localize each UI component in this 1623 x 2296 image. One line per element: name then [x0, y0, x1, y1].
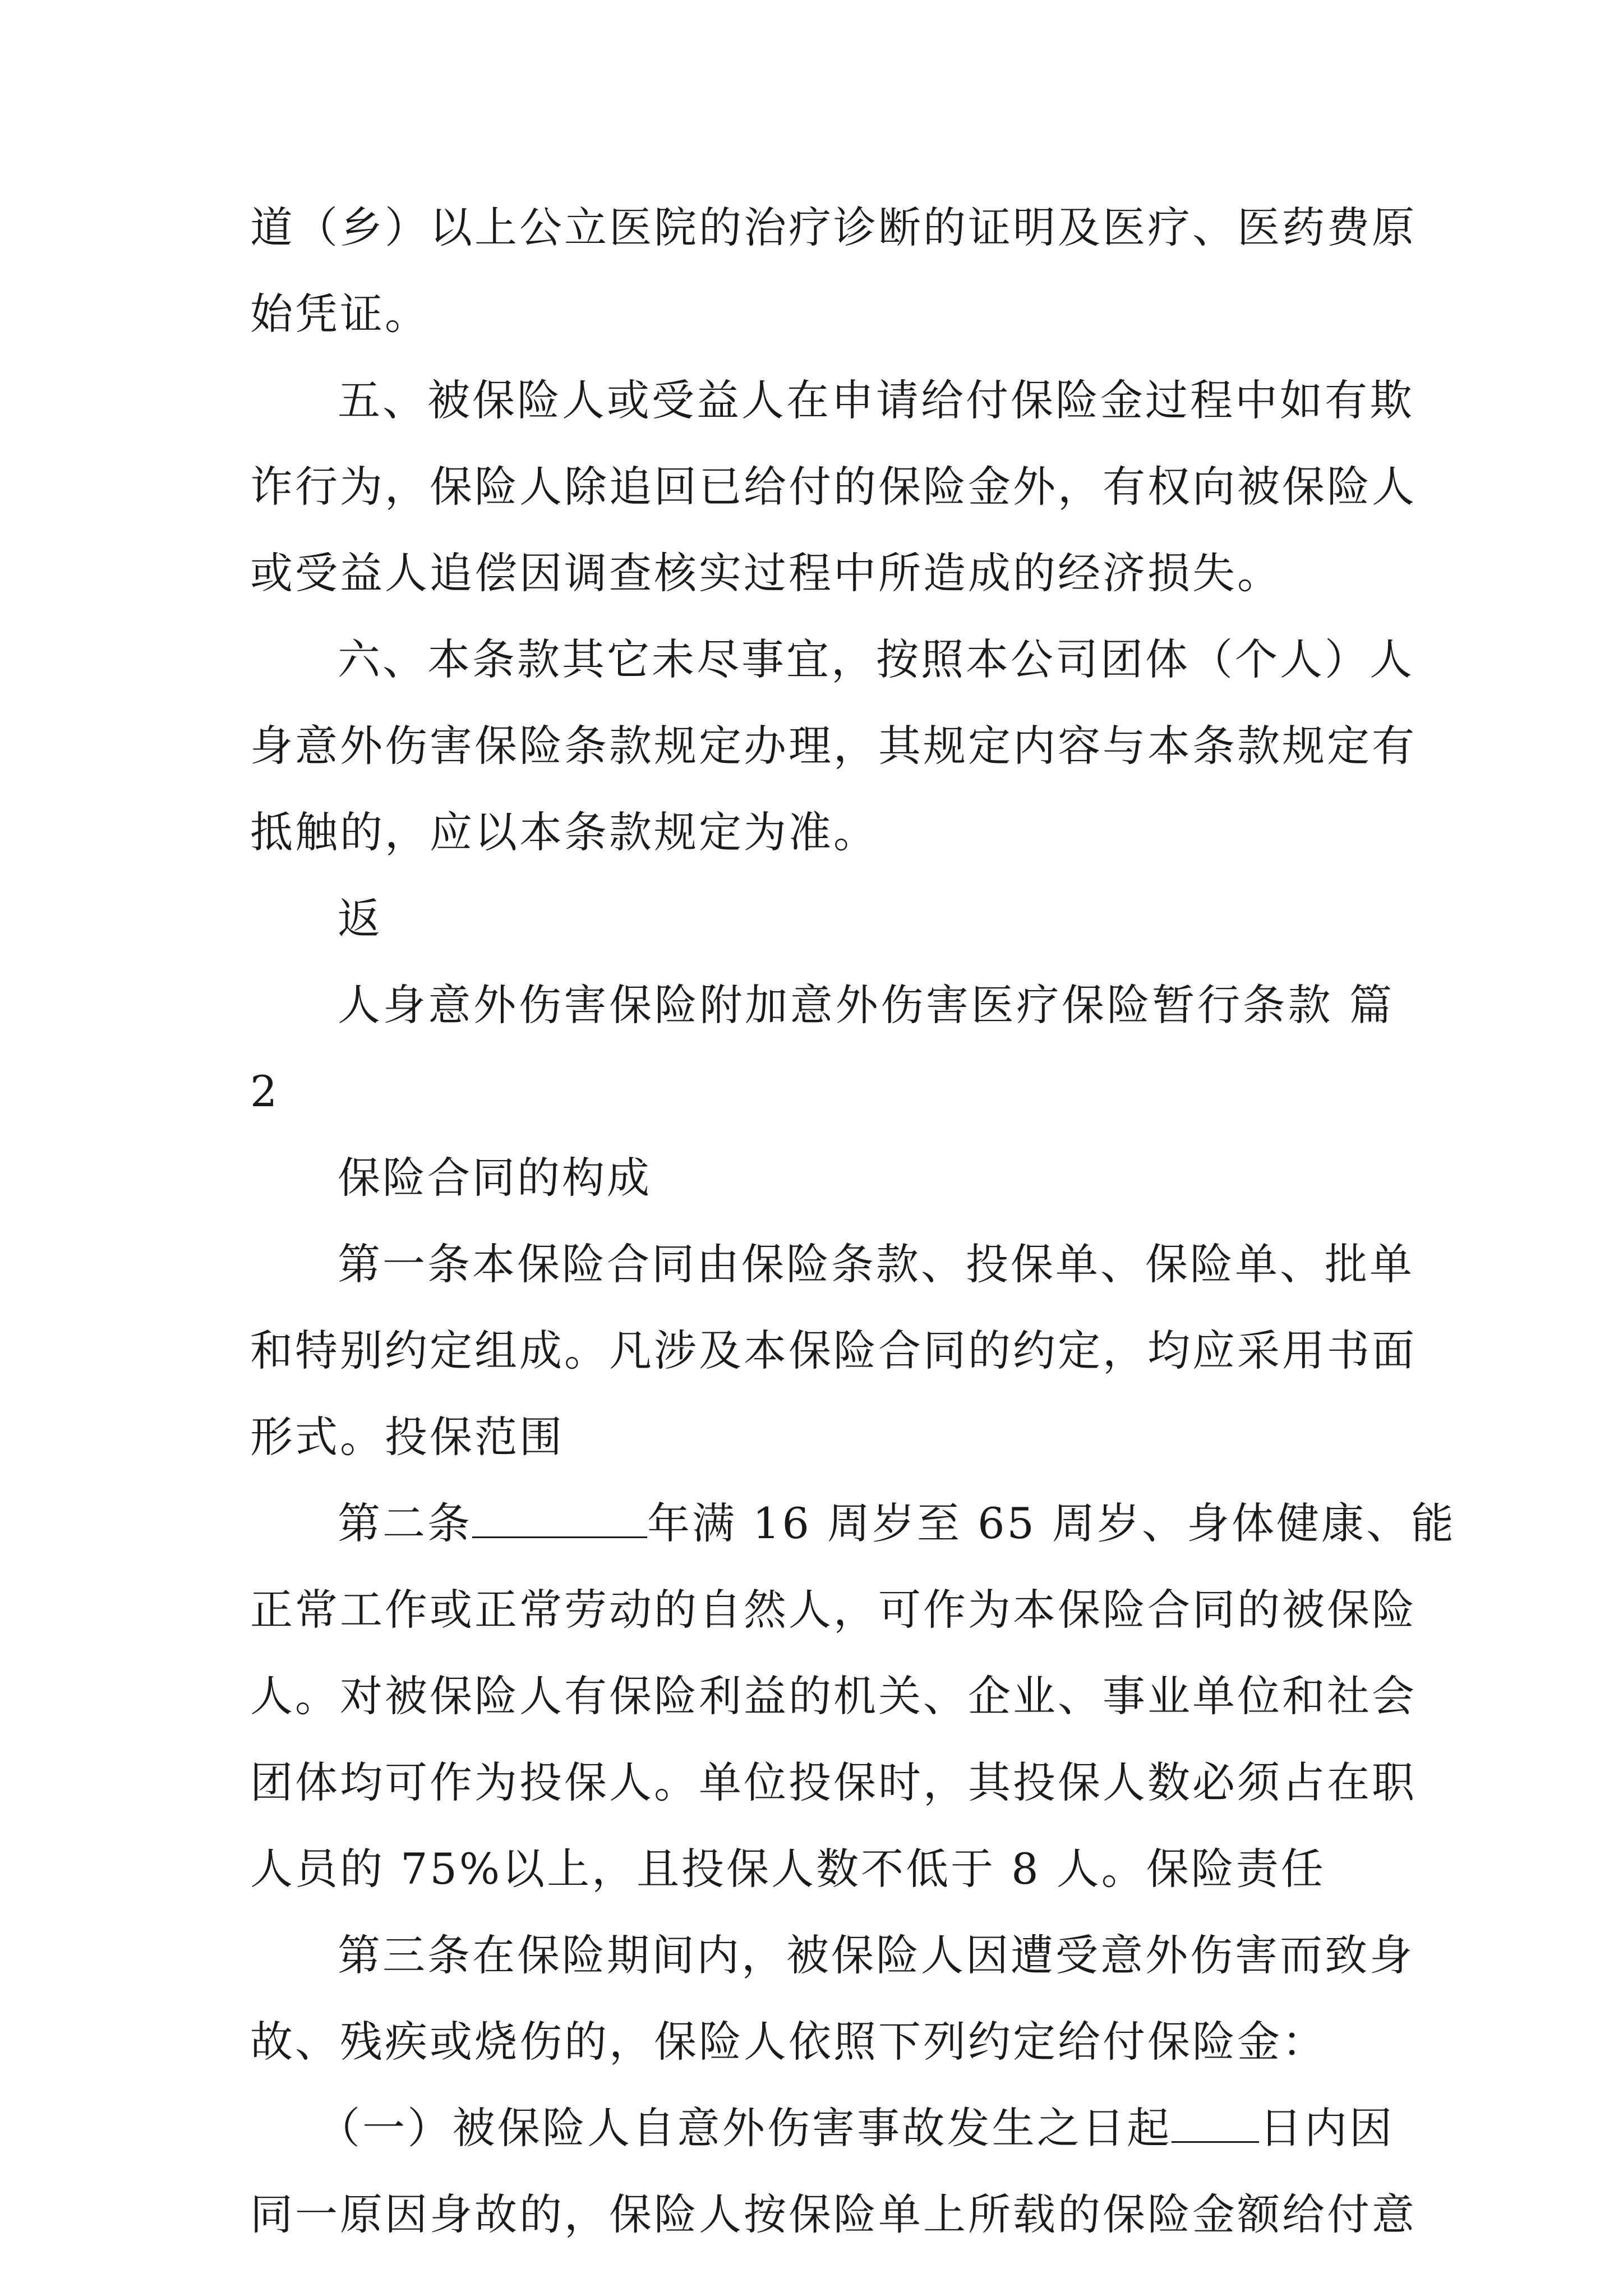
clause-text: 日内因: [1259, 2103, 1395, 2153]
subheading: 保险合同的构成: [338, 1153, 652, 1203]
paragraph-line: 抵触的，应以本条款规定为准。: [250, 807, 878, 857]
clause-text: 年满 16 周岁至 65 周岁、身体健康、能: [647, 1498, 1456, 1548]
paragraph-line: 人。对被保险人有保险利益的机关、企业、事业单位和社会: [250, 1671, 1417, 1721]
paragraph-line: 和特别约定组成。凡涉及本保险合同的约定，均应采用书面: [250, 1326, 1417, 1375]
paragraph-line: 始凭证。: [250, 289, 430, 339]
fill-in-blank: [472, 1497, 647, 1538]
paragraph-line: 诈行为，保险人除追回已给付的保险金外，有权向被保险人: [250, 462, 1417, 512]
paragraph-line: 六、本条款其它未尽事宜，按照本公司团体（个人）人: [338, 634, 1414, 684]
paragraph-line: 人员的 75%以上，且投保人数不低于 8 人。保险责任: [250, 1844, 1326, 1894]
paragraph-line: 道（乡）以上公立医院的治疗诊断的证明及医疗、医药费原: [250, 203, 1417, 252]
section-heading-line: 2: [250, 1066, 280, 1116]
paragraph-line: 身意外伤害保险条款规定办理，其规定内容与本条款规定有: [250, 721, 1417, 771]
paragraph-line: 或受益人追偿因调查核实过程中所造成的经济损失。: [250, 548, 1282, 598]
paragraph-line: 同一原因身故的，保险人按保险单上所载的保险金额给付意: [250, 2189, 1417, 2239]
paragraph-line: [317, 2098, 1394, 2159]
return-link-text[interactable]: 返: [338, 894, 382, 944]
clause-label: 第二条: [338, 1498, 472, 1548]
section-heading-line: 人身意外伤害保险附加意外伤害医疗保险暂行条款 篇: [338, 980, 1394, 1030]
paragraph-line: [338, 1493, 1456, 1554]
paragraph-line: 形式。投保范围: [250, 1412, 564, 1462]
paragraph-line: 团体均可作为投保人。单位投保时，其投保人数必须占在职: [250, 1757, 1417, 1807]
paragraph-line: 第一条本保险合同由保险条款、投保单、保险单、批单: [338, 1239, 1414, 1289]
paragraph-line: 故、残疾或烧伤的，保险人依照下列约定给付保险金：: [250, 2017, 1327, 2067]
paragraph-line: 正常工作或正常劳动的自然人，可作为本保险合同的被保险: [250, 1585, 1417, 1635]
clause-text: （一）被保险人自意外伤害事故发生之日起: [317, 2103, 1172, 2153]
paragraph-line: 五、被保险人或受益人在申请给付保险金过程中如有欺: [338, 375, 1414, 425]
fill-in-blank: [1172, 2102, 1259, 2143]
paragraph-line: 第三条在保险期间内，被保险人因遭受意外伤害而致身: [338, 1930, 1414, 1980]
